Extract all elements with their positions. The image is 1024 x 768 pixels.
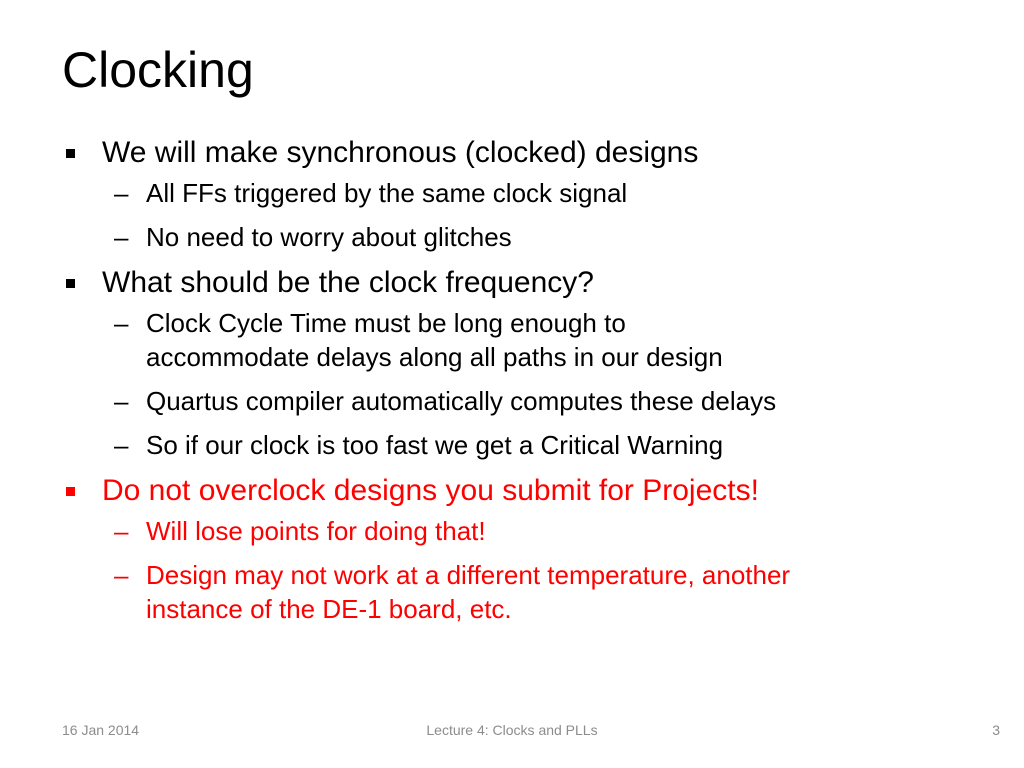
footer-page-number: 3 [992, 722, 1000, 738]
sub-bullet [62, 220, 962, 254]
square-bullet-icon [66, 279, 75, 288]
sub-bullet-text: Will lose points for doing that! [146, 516, 486, 546]
slide-title: Clocking [62, 42, 254, 98]
sub-bullet-text: All FFs triggered by the same clock signal [146, 178, 628, 208]
square-bullet-icon [66, 149, 75, 158]
dash-icon: – [114, 178, 129, 208]
square-bullet-icon [66, 487, 75, 496]
dash-icon: – [114, 222, 129, 252]
footer-lecture-title: Lecture 4: Clocks and PLLs [426, 722, 598, 738]
bullet-text: Do not overclock designs you submit for Projects! [102, 474, 759, 507]
sub-bullet [62, 428, 962, 462]
bullet-text: What should be the clock frequency? [102, 266, 594, 299]
slide-body [62, 134, 962, 636]
sub-bullet-text: No need to worry about glitches [146, 222, 512, 252]
bullet-text: We will make synchronous (clocked) designs [102, 136, 699, 169]
dash-icon: – [114, 386, 129, 416]
dash-icon: – [114, 430, 129, 460]
sub-bullet [62, 384, 962, 418]
sub-bullet [62, 176, 962, 210]
dash-icon: – [114, 308, 129, 338]
footer-date: 16 Jan 2014 [62, 722, 140, 738]
sub-bullet-text: Clock Cycle Time must be long enough to [146, 308, 626, 338]
dash-icon: – [114, 560, 129, 590]
bullet-3-warning [62, 472, 962, 510]
sub-bullet-text-continued: instance of the DE-1 board, etc. [146, 594, 512, 624]
sub-bullet [62, 558, 962, 626]
sub-bullet [62, 306, 962, 374]
sub-bullet-text: So if our clock is too fast we get a Critical Warning [146, 430, 724, 460]
sub-bullet-text-continued: accommodate delays along all paths in our design [146, 342, 723, 372]
dash-icon: – [114, 516, 129, 546]
bullet-2 [62, 264, 962, 302]
sub-bullet-text: Design may not work at a different temperature, another [146, 560, 791, 590]
bullet-1 [62, 134, 962, 172]
sub-bullet-text: Quartus compiler automatically computes these delays [146, 386, 777, 416]
sub-bullet [62, 514, 962, 548]
